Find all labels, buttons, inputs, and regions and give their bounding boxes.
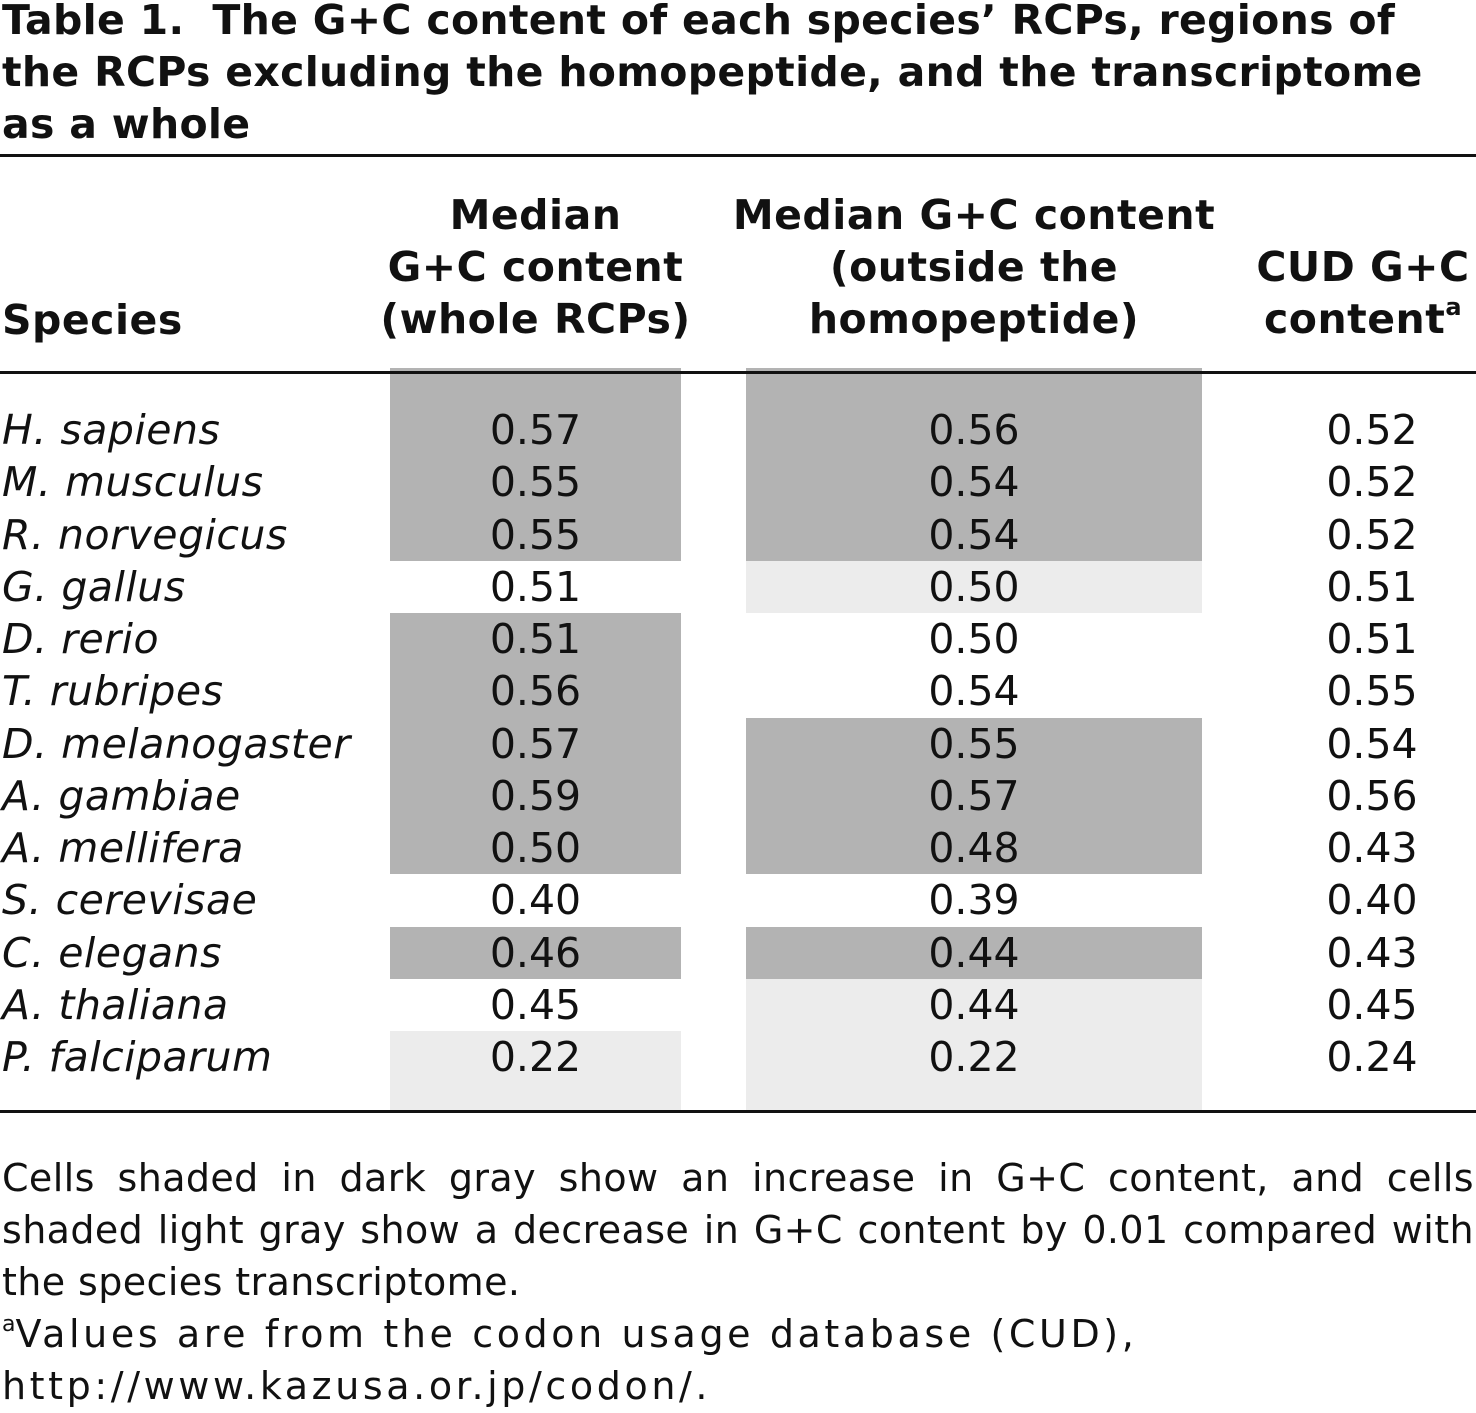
shading-note: Cells shaded in dark gray show an increase in G+C content, and cells shaded light gray show a decrease in G+C content by 0.01 compared with the species transcriptome. bbox=[2, 1156, 1474, 1304]
whole-rcps-cell: 0.56 bbox=[489, 667, 582, 715]
outside-homopeptide-cell: 0.22 bbox=[928, 1033, 1020, 1081]
whole-rcps-cell: 0.55 bbox=[489, 511, 582, 559]
table-row bbox=[0, 404, 1476, 456]
source-note bbox=[2, 1308, 1474, 1412]
cud-cell: 0.40 bbox=[1326, 876, 1418, 924]
source-text: Values are from the codon usage database (CUD), http://www.kazusa.or.jp/codon/. bbox=[2, 1312, 1138, 1408]
cud-cell: 0.52 bbox=[1326, 511, 1418, 559]
whole-rcps-cell: 0.22 bbox=[489, 1033, 582, 1081]
whole-rcps-cell: 0.40 bbox=[489, 876, 582, 924]
header-outside-homopeptide bbox=[716, 189, 1232, 345]
species-cell: C. elegans bbox=[2, 929, 223, 977]
table-row bbox=[0, 1031, 1476, 1083]
species-cell: D. melanogaster bbox=[2, 720, 351, 768]
table-caption bbox=[2, 0, 1472, 150]
whole-rcps-cell: 0.45 bbox=[489, 981, 582, 1029]
species-cell: R. norvegicus bbox=[2, 511, 288, 559]
top-rule bbox=[0, 154, 1476, 157]
table-row bbox=[0, 979, 1476, 1031]
table-row bbox=[0, 456, 1476, 508]
header-rule bbox=[0, 371, 1476, 374]
whole-rcps-cell: 0.51 bbox=[489, 563, 582, 611]
whole-rcps-cell: 0.55 bbox=[489, 458, 582, 506]
whole-rcps-cell: 0.51 bbox=[489, 615, 582, 663]
table-label: Table 1. bbox=[2, 0, 185, 44]
cud-cell: 0.52 bbox=[1326, 458, 1418, 506]
species-cell: A. gambiae bbox=[2, 772, 241, 820]
whole-rcps-cell: 0.57 bbox=[489, 720, 582, 768]
species-cell: P. falciparum bbox=[2, 1033, 273, 1081]
cud-cell: 0.51 bbox=[1326, 563, 1418, 611]
species-cell: M. musculus bbox=[2, 458, 264, 506]
cud-cell: 0.43 bbox=[1326, 824, 1418, 872]
cud-cell: 0.52 bbox=[1326, 406, 1418, 454]
species-cell: S. cerevisae bbox=[2, 876, 258, 924]
cud-cell: 0.54 bbox=[1326, 720, 1418, 768]
outside-homopeptide-cell: 0.57 bbox=[928, 772, 1020, 820]
header-cud bbox=[1250, 241, 1476, 345]
outside-homopeptide-cell: 0.44 bbox=[928, 929, 1020, 977]
table-row bbox=[0, 665, 1476, 717]
table-row bbox=[0, 874, 1476, 926]
species-cell: G. gallus bbox=[2, 563, 186, 611]
header-outside-line-1: Median G+C content bbox=[732, 191, 1216, 239]
cud-cell: 0.56 bbox=[1326, 772, 1418, 820]
cud-cell: 0.43 bbox=[1326, 929, 1418, 977]
header-outside-line-2: (outside the bbox=[829, 243, 1119, 291]
cud-cell: 0.51 bbox=[1326, 615, 1418, 663]
outside-homopeptide-cell: 0.39 bbox=[928, 876, 1020, 924]
species-cell: A. mellifera bbox=[2, 824, 244, 872]
table-row bbox=[0, 927, 1476, 979]
outside-homopeptide-cell: 0.50 bbox=[928, 563, 1020, 611]
outside-homopeptide-cell: 0.50 bbox=[928, 615, 1020, 663]
outside-homopeptide-cell: 0.54 bbox=[928, 511, 1020, 559]
header-whole-rcps bbox=[360, 189, 711, 345]
header-whole-line-3: (whole RCPs) bbox=[380, 295, 691, 343]
whole-rcps-cell: 0.57 bbox=[489, 406, 582, 454]
table-row bbox=[0, 613, 1476, 665]
whole-rcps-cell: 0.50 bbox=[489, 824, 582, 872]
header-species: Species bbox=[2, 296, 183, 344]
table-row bbox=[0, 770, 1476, 822]
species-cell: A. thaliana bbox=[2, 981, 229, 1029]
whole-rcps-cell: 0.46 bbox=[489, 929, 582, 977]
header-cud-footnote-mark: a bbox=[1445, 293, 1463, 321]
outside-homopeptide-cell: 0.48 bbox=[928, 824, 1020, 872]
header-cud-line-2 bbox=[1250, 293, 1476, 345]
outside-homopeptide-cell: 0.55 bbox=[928, 720, 1020, 768]
table-title: The G+C content of each species’ RCPs, regions of the RCPs excluding the homopeptide, and the transcriptome as a whole bbox=[2, 0, 1423, 148]
header-whole-line-1: Median bbox=[449, 191, 622, 239]
source-footnote-mark: a bbox=[2, 1312, 16, 1337]
outside-homopeptide-cell: 0.56 bbox=[928, 406, 1020, 454]
outside-homopeptide-cell: 0.54 bbox=[928, 667, 1020, 715]
cud-cell: 0.24 bbox=[1326, 1033, 1418, 1081]
header-cud-line-2-text: content bbox=[1263, 295, 1446, 343]
outside-homopeptide-cell: 0.44 bbox=[928, 981, 1020, 1029]
species-cell: D. rerio bbox=[2, 615, 160, 663]
header-cud-line-1: CUD G+C bbox=[1256, 243, 1470, 291]
whole-rcps-cell: 0.59 bbox=[489, 772, 582, 820]
cud-cell: 0.45 bbox=[1326, 981, 1418, 1029]
cud-cell: 0.55 bbox=[1326, 667, 1418, 715]
species-cell: T. rubripes bbox=[2, 667, 224, 715]
outside-homopeptide-cell: 0.54 bbox=[928, 458, 1020, 506]
table-row bbox=[0, 509, 1476, 561]
species-cell: H. sapiens bbox=[2, 406, 221, 454]
table-row bbox=[0, 822, 1476, 874]
header-outside-line-3: homopeptide) bbox=[808, 295, 1140, 343]
table-row bbox=[0, 561, 1476, 613]
header-whole-line-2: G+C content bbox=[387, 243, 684, 291]
bottom-rule bbox=[0, 1110, 1476, 1113]
table-row bbox=[0, 718, 1476, 770]
